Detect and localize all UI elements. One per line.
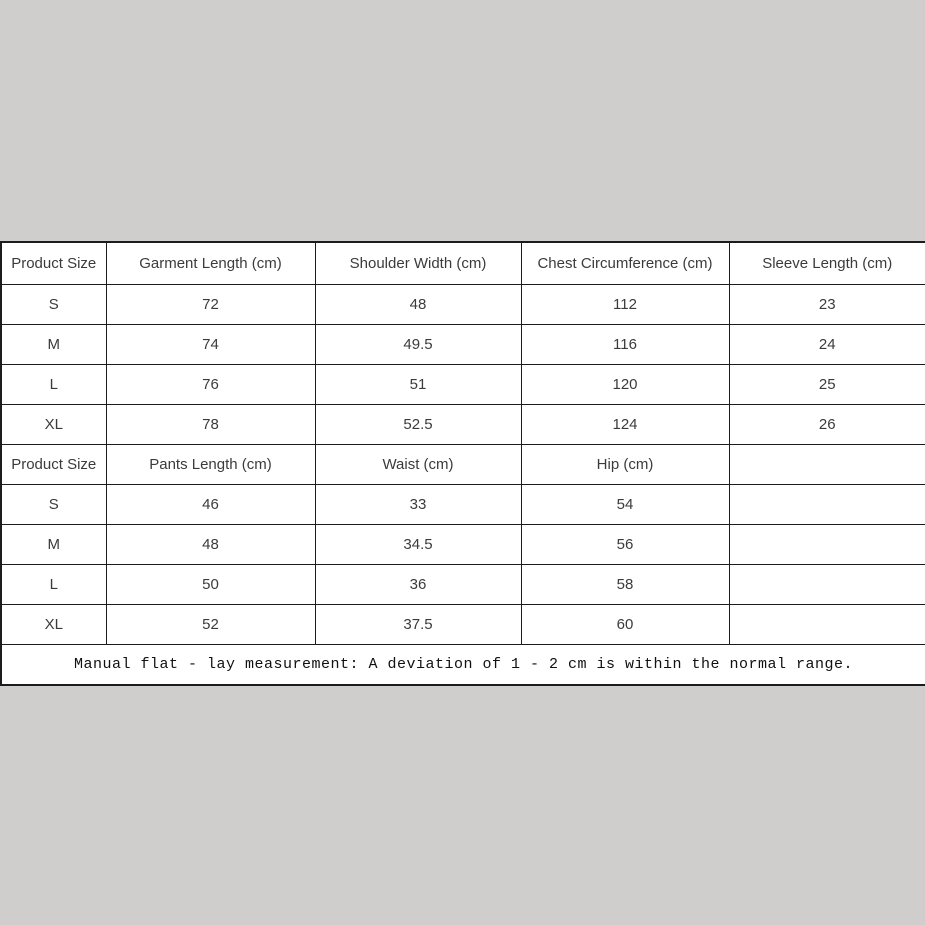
value-cell: 72: [106, 285, 315, 325]
size-cell: XL: [1, 405, 106, 445]
value-cell: 78: [106, 405, 315, 445]
empty-cell: [729, 485, 925, 525]
value-cell: 112: [521, 285, 729, 325]
table-row: [1, 405, 925, 445]
value-cell: 58: [521, 565, 729, 605]
value-cell: 48: [315, 285, 521, 325]
size-cell: M: [1, 325, 106, 365]
table-row: [1, 485, 925, 525]
value-cell: 24: [729, 325, 925, 365]
value-cell: 76: [106, 365, 315, 405]
table-row: [1, 365, 925, 405]
value-cell: 46: [106, 485, 315, 525]
value-cell: 34.5: [315, 525, 521, 565]
empty-cell: [729, 565, 925, 605]
value-cell: 33: [315, 485, 521, 525]
value-cell: 50: [106, 565, 315, 605]
value-cell: 116: [521, 325, 729, 365]
value-cell: 52: [106, 605, 315, 645]
header-cell-hip: Hip (cm): [521, 445, 729, 485]
size-chart: [0, 241, 925, 686]
table-row: [1, 525, 925, 565]
header-cell-shoulder-width: Shoulder Width (cm): [315, 242, 521, 285]
header-cell-product-size: Product Size: [1, 445, 106, 485]
value-cell: 124: [521, 405, 729, 445]
value-cell: 54: [521, 485, 729, 525]
size-chart-table: [0, 241, 925, 686]
tops-header-row: [1, 242, 925, 285]
value-cell: 51: [315, 365, 521, 405]
empty-cell: [729, 525, 925, 565]
value-cell: 60: [521, 605, 729, 645]
header-cell-sleeve-length: Sleeve Length (cm): [729, 242, 925, 285]
value-cell: 25: [729, 365, 925, 405]
header-cell-product-size: Product Size: [1, 242, 106, 285]
value-cell: 36: [315, 565, 521, 605]
value-cell: 56: [521, 525, 729, 565]
size-cell: L: [1, 565, 106, 605]
table-row: [1, 565, 925, 605]
value-cell: 49.5: [315, 325, 521, 365]
table-row: [1, 285, 925, 325]
size-cell: L: [1, 365, 106, 405]
empty-cell: [729, 605, 925, 645]
header-cell-empty: [729, 445, 925, 485]
size-cell: M: [1, 525, 106, 565]
value-cell: 48: [106, 525, 315, 565]
size-cell: XL: [1, 605, 106, 645]
table-row: [1, 325, 925, 365]
value-cell: 23: [729, 285, 925, 325]
header-cell-chest-circumference: Chest Circumference (cm): [521, 242, 729, 285]
value-cell: 120: [521, 365, 729, 405]
pants-header-row: [1, 445, 925, 485]
value-cell: 74: [106, 325, 315, 365]
value-cell: 52.5: [315, 405, 521, 445]
note-row: [1, 645, 925, 686]
table-row: [1, 605, 925, 645]
header-cell-pants-length: Pants Length (cm): [106, 445, 315, 485]
measurement-note: Manual flat - lay measurement: A deviation of 1 - 2 cm is within the normal range.: [1, 645, 925, 686]
header-cell-garment-length: Garment Length (cm): [106, 242, 315, 285]
size-cell: S: [1, 285, 106, 325]
header-cell-waist: Waist (cm): [315, 445, 521, 485]
size-cell: S: [1, 485, 106, 525]
value-cell: 37.5: [315, 605, 521, 645]
value-cell: 26: [729, 405, 925, 445]
